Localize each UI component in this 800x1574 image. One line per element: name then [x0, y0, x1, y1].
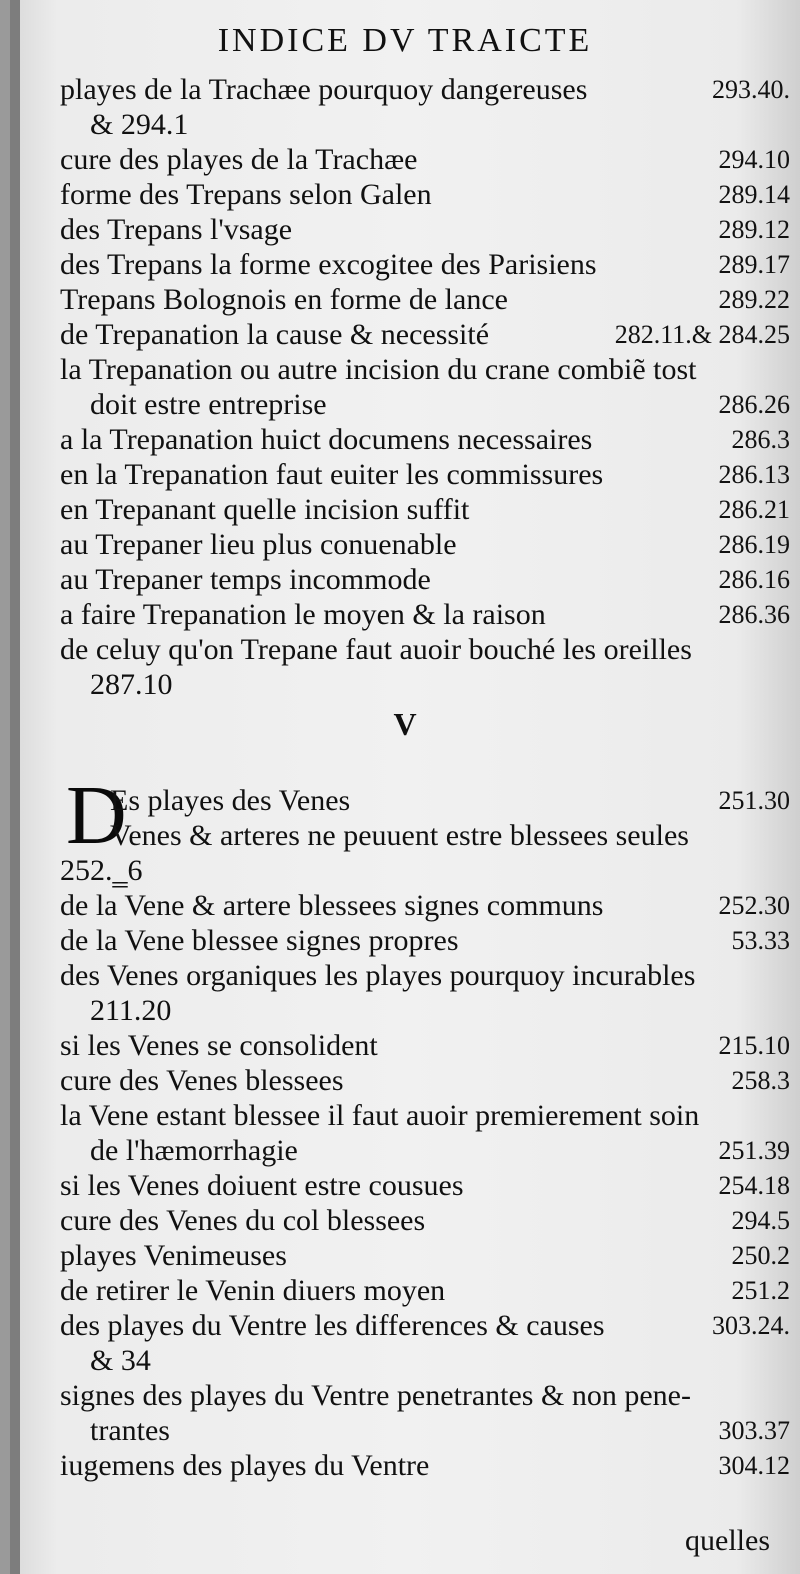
- drop-cap-d: D: [66, 769, 127, 862]
- index-entry-term: cure des playes de la Trachæe: [60, 143, 418, 176]
- index-entry: [60, 958, 790, 993]
- index-entry-term: Venes & arteres ne peuuent estre blessees seules: [110, 819, 689, 852]
- index-entry: [60, 212, 790, 247]
- index-entry: [60, 562, 790, 597]
- index-entry-page-ref: 289.22: [718, 285, 790, 314]
- index-entry-term: de la Vene & artere blessees signes communs: [60, 889, 604, 922]
- index-entry-page-ref: 286.26: [718, 390, 790, 419]
- index-entry-page-ref: 250.2: [731, 1241, 790, 1270]
- index-entry-term: a faire Trepanation le moyen & la raison: [60, 598, 546, 631]
- index-entry-term: & 294.1: [90, 108, 189, 141]
- index-entry: [60, 1413, 790, 1448]
- index-entry: [60, 422, 790, 457]
- index-entry: [60, 632, 790, 667]
- index-entry-term: si les Venes doiuent estre cousues: [60, 1169, 464, 1202]
- book-page: [10, 0, 800, 1574]
- index-entry-page-ref: 286.16: [718, 565, 790, 594]
- index-entry-term: forme des Trepans selon Galen: [60, 178, 432, 211]
- index-entry: [60, 142, 790, 177]
- page-gutter-shadow: [10, 0, 20, 1574]
- index-entry-term: la Vene estant blessee il faut auoir premierement soin: [60, 1099, 700, 1132]
- index-entry-page-ref: 286.13: [718, 460, 790, 489]
- index-entry: [60, 667, 790, 702]
- index-entry-page-ref: 215.10: [718, 1031, 790, 1060]
- index-entry-term: des Trepans l'vsage: [60, 213, 293, 246]
- index-entry-term: au Trepaner lieu plus conuenable: [60, 528, 457, 561]
- index-entry: [60, 1098, 790, 1133]
- index-entry: [60, 818, 790, 853]
- index-entry: [60, 1203, 790, 1238]
- index-entry: [60, 72, 790, 107]
- index-entry-page-ref: 303.37: [718, 1416, 790, 1445]
- index-entry-term: 287.10: [90, 668, 173, 701]
- index-entry-page-ref: 53.33: [731, 926, 790, 955]
- index-entry: [60, 352, 790, 387]
- index-entries-v: [60, 783, 790, 1483]
- index-entry-page-ref: 303.24.: [712, 1311, 790, 1340]
- index-entry-term: des Trepans la forme excogitee des Parisiens: [60, 248, 597, 281]
- index-entry-term: doit estre entreprise: [90, 388, 327, 421]
- index-entry-page-ref: 258.3: [731, 1066, 790, 1095]
- index-entry: [60, 177, 790, 212]
- index-entry-term: au Trepaner temps incommode: [60, 563, 431, 596]
- index-entry: [60, 1448, 790, 1483]
- index-entry: [60, 1028, 790, 1063]
- index-entry-page-ref: 286.3: [731, 425, 790, 454]
- index-entry-page-ref: 286.19: [718, 530, 790, 559]
- index-entry-page-ref: 251.2: [731, 1276, 790, 1305]
- index-entry-page-ref: 282.11.& 284.25: [614, 320, 790, 349]
- index-entry-page-ref: 251.39: [718, 1136, 790, 1165]
- index-entry-term: iugemens des playes du Ventre: [60, 1449, 430, 1482]
- index-entry: [60, 1133, 790, 1168]
- index-entry-term: playes de la Trachæe pourquoy dangereuses: [60, 73, 588, 106]
- index-entry-page-ref: 289.14: [718, 180, 790, 209]
- index-entry: [60, 107, 790, 142]
- index-entry-term: trantes: [90, 1414, 170, 1447]
- section-letter-v: V: [393, 706, 417, 742]
- index-entry: [60, 993, 790, 1028]
- index-entry-term: de la Vene blessee signes propres: [60, 924, 459, 957]
- index-entry-page-ref: 289.12: [718, 215, 790, 244]
- index-entry-page-ref: 251.30: [718, 786, 790, 815]
- index-entry-page-ref: 293.40.: [712, 75, 790, 104]
- index-entry: [60, 1168, 790, 1203]
- index-entry-term: de l'hæmorrhagie: [90, 1134, 298, 1167]
- index-entry-term: de Trepanation la cause & necessité: [60, 318, 490, 351]
- catchword: quelles: [685, 1524, 770, 1557]
- index-entry-term: si les Venes se consolident: [60, 1029, 378, 1062]
- index-entry: [60, 1378, 790, 1413]
- index-entry-term: 211.20: [90, 994, 172, 1027]
- index-entry: [60, 247, 790, 282]
- index-entry: [60, 597, 790, 632]
- index-entry-term: Es playes des Venes: [110, 784, 351, 817]
- index-entry-term: de celuy qu'on Trepane faut auoir bouché les oreilles: [60, 633, 692, 666]
- index-entry-term: & 34: [90, 1344, 151, 1377]
- index-entry: [60, 1238, 790, 1273]
- index-entry-page-ref: 294.5: [731, 1206, 790, 1235]
- index-entry-page-ref: 304.12: [718, 1451, 790, 1480]
- index-entry: [60, 492, 790, 527]
- index-entry-term: signes des playes du Ventre penetrantes & non pene-: [60, 1379, 691, 1412]
- index-entries-t: [60, 72, 790, 702]
- index-entry: [60, 1273, 790, 1308]
- index-entry-term: a la Trepanation huict documens necessaires: [60, 423, 593, 456]
- index-entry-page-ref: 286.21: [718, 495, 790, 524]
- index-entry-term: des Venes organiques les playes pourquoy incurables: [60, 959, 696, 992]
- index-entry-term: en Trepanant quelle incision suffit: [60, 493, 470, 526]
- index-entry-term: des playes du Ventre les differences & causes: [60, 1309, 605, 1342]
- index-entry-term: de retirer le Venin diuers moyen: [60, 1274, 446, 1307]
- index-entry-page-ref: 289.17: [718, 250, 790, 279]
- index-entry: [60, 888, 790, 923]
- index-entry-page-ref: 286.36: [718, 600, 790, 629]
- index-entry: [60, 1308, 790, 1343]
- index-entry: [60, 387, 790, 422]
- index-entry-term: playes Venimeuses: [60, 1239, 287, 1272]
- index-entry-term: la Trepanation ou autre incision du crane combiẽ tost: [60, 353, 697, 386]
- index-entry-term: 252.‗6: [60, 854, 143, 887]
- index-entry: [60, 1343, 790, 1378]
- index-entry-page-ref: 294.10: [718, 145, 790, 174]
- index-entry-term: en la Trepanation faut euiter les commissures: [60, 458, 604, 491]
- page-header: INDICE DV TRAICTE: [217, 22, 593, 59]
- index-entry: [60, 1063, 790, 1098]
- index-entry: [60, 783, 790, 818]
- index-entry: [60, 923, 790, 958]
- index-entry: [60, 457, 790, 492]
- index-entry-term: Trepans Bolognois en forme de lance: [60, 283, 508, 316]
- index-entry-term: cure des Venes du col blessees: [60, 1204, 426, 1237]
- index-entry: [60, 282, 790, 317]
- index-entry-page-ref: 252.30: [718, 891, 790, 920]
- index-entry-term: cure des Venes blessees: [60, 1064, 344, 1097]
- index-entry: [60, 527, 790, 562]
- index-entry-page-ref: 254.18: [718, 1171, 790, 1200]
- index-entry: [60, 317, 790, 352]
- index-entry: [60, 853, 790, 888]
